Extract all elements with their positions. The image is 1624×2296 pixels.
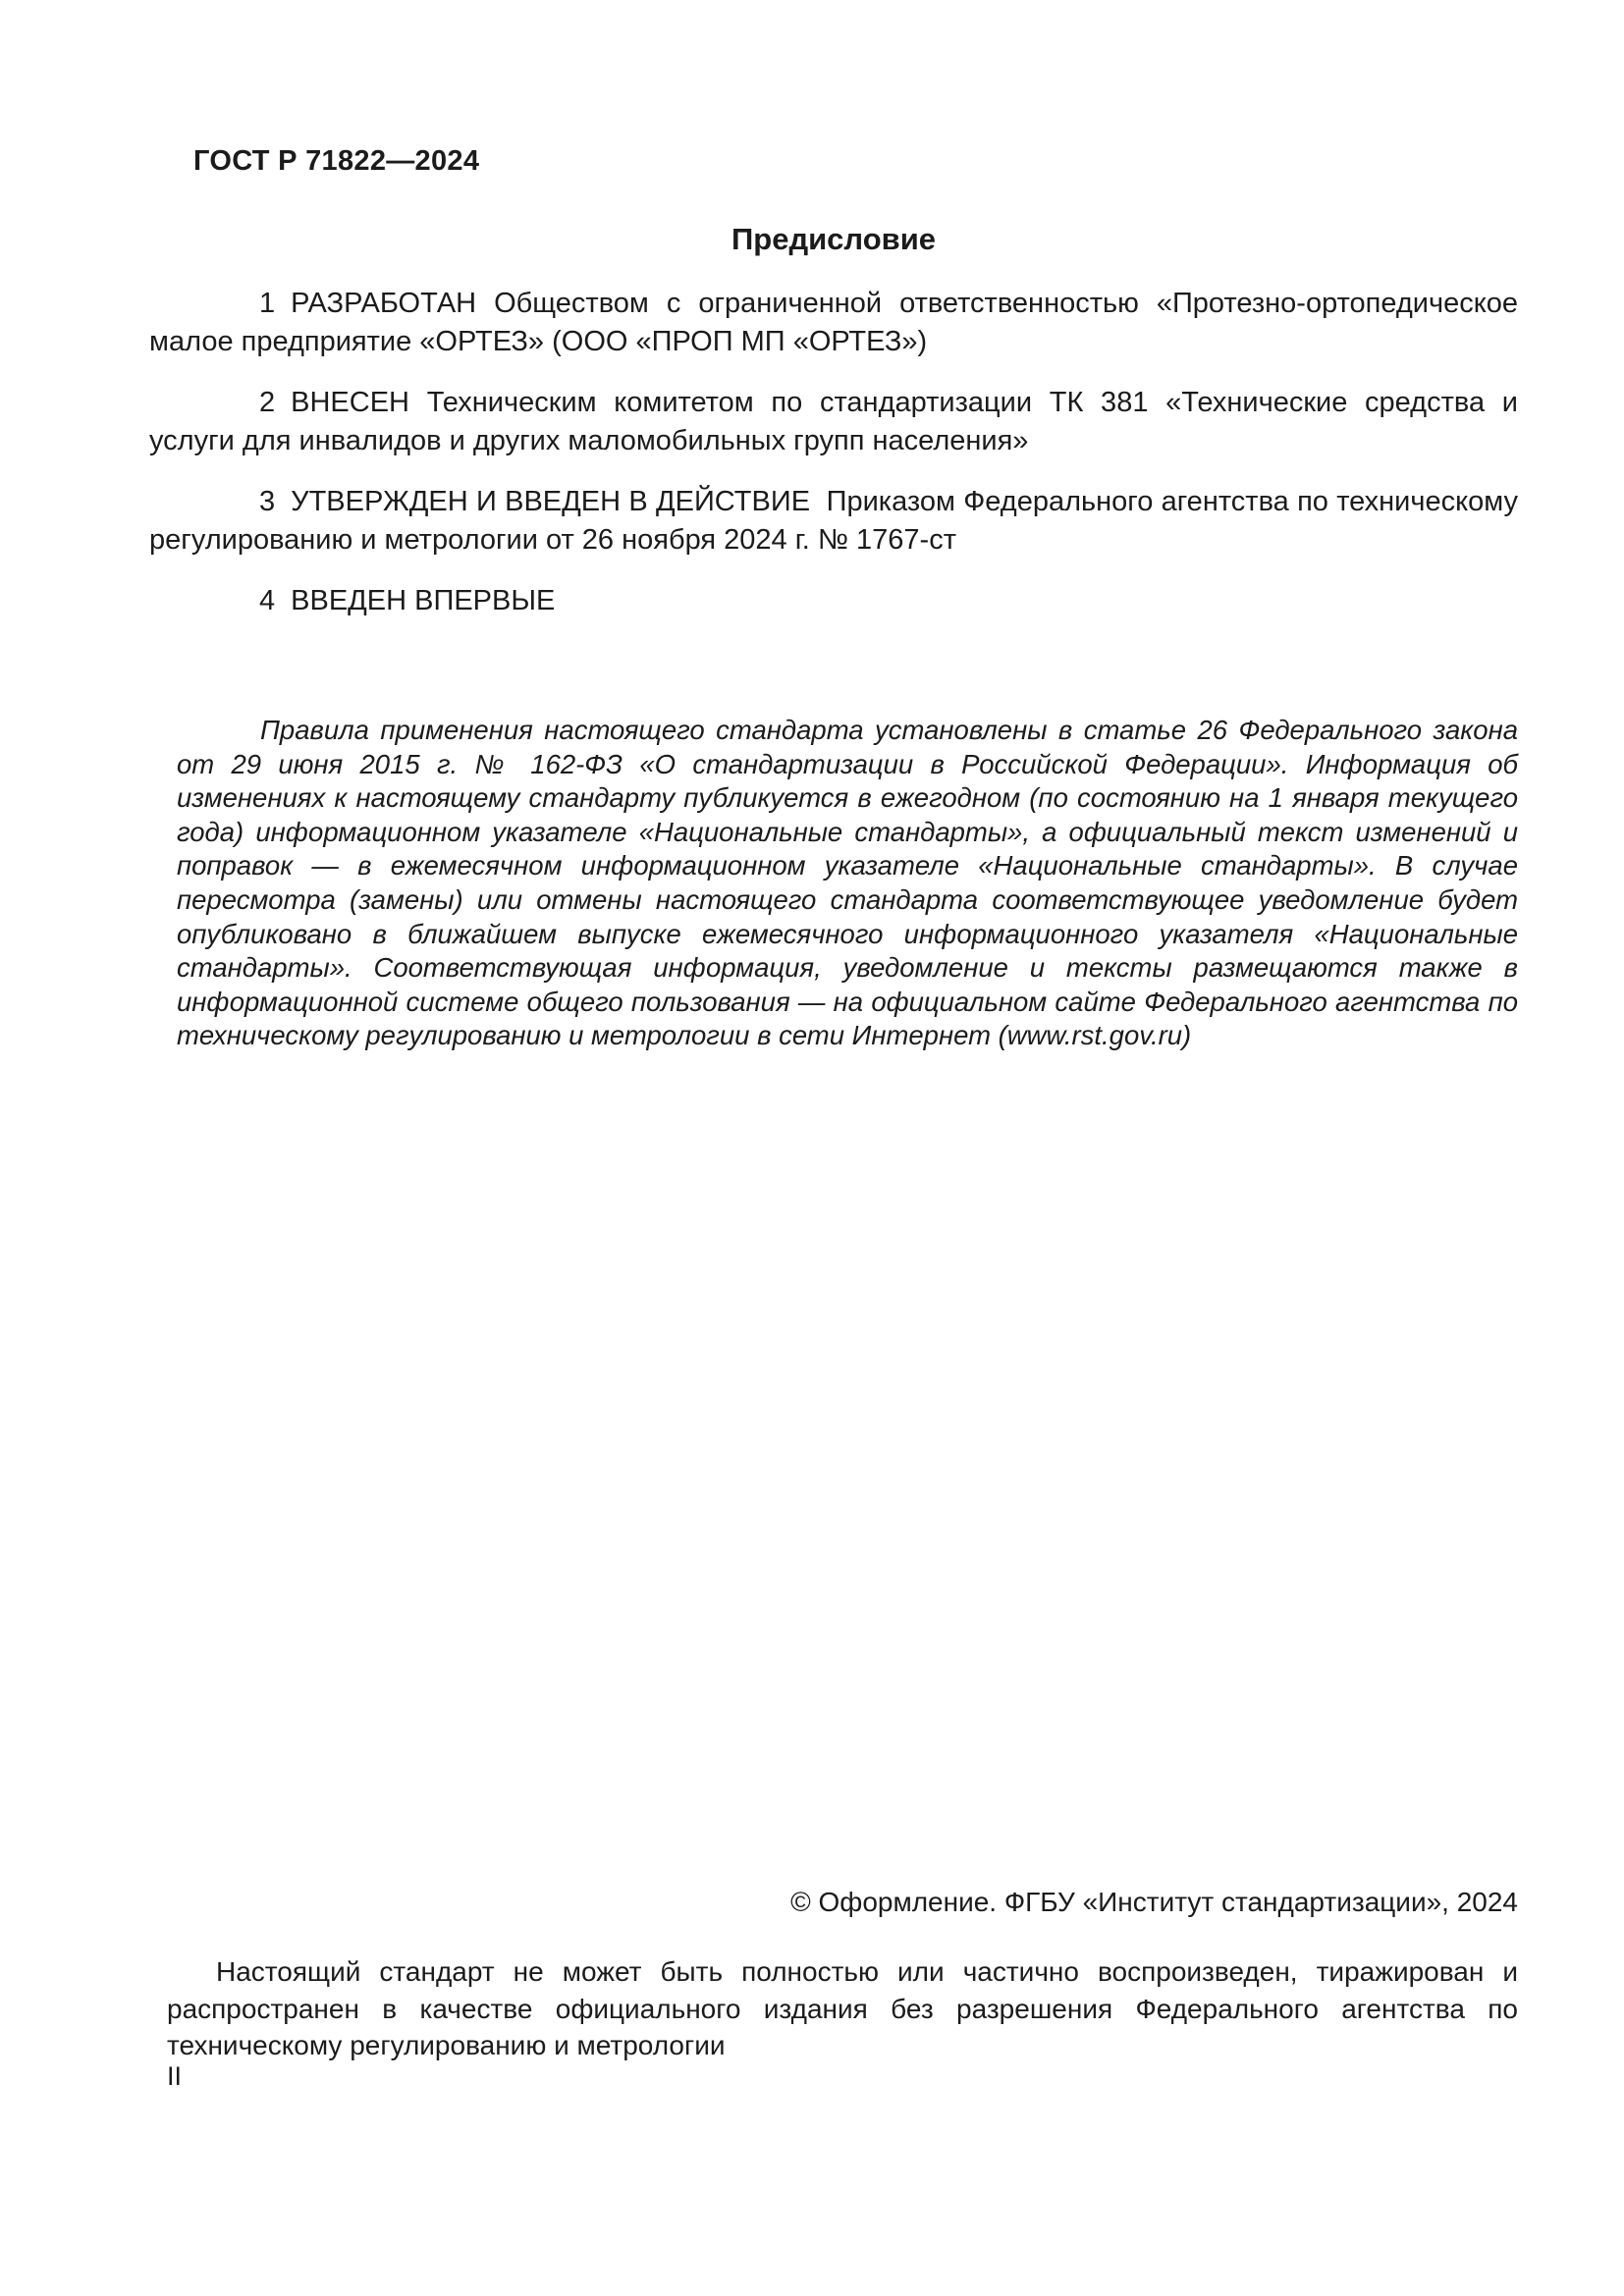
page-title: Предисловие xyxy=(731,222,936,256)
foreword-item-1 xyxy=(149,285,1518,361)
copyright-line: © Оформление. ФГБУ «Институт стандартизации», 2024 xyxy=(790,1887,1518,1917)
foreword-section xyxy=(149,285,1518,643)
foreword-item-3 xyxy=(149,483,1518,560)
foreword-item-text: РАЗРАБОТАН Обществом с ограниченной ответственностью «Протезно-ортопедическое малое предприятие «ОРТЕЗ» (ООО «ПРОП МП «ОРТЕЗ») xyxy=(149,288,1518,357)
foreword-item-number: 4 xyxy=(259,585,276,616)
page-number: II xyxy=(167,2061,183,2091)
foreword-item-number: 2 xyxy=(259,387,276,418)
foreword-item-number: 3 xyxy=(259,486,276,517)
standard-code-header: ГОСТ Р 71822—2024 xyxy=(193,145,480,177)
foreword-item-text: ВВЕДЕН ВПЕРВЫЕ xyxy=(291,585,556,616)
foreword-item-4 xyxy=(149,582,1518,620)
foreword-item-text: УТВЕРЖДЕН И ВВЕДЕН В ДЕЙСТВИЕ Приказом Федерального агентства по техническому регулированию и метрологии от 26 ноября 2024 г. № 1767-ст xyxy=(149,486,1518,556)
reproduction-restriction-notice: Настоящий стандарт не может быть полностью или частично воспроизведен, тиражирован и распространен в качестве официального издания без разрешения Федерального агентства по техническому регулированию и метрологии xyxy=(167,1956,1518,2060)
foreword-item-number: 1 xyxy=(259,288,276,319)
foreword-item-2 xyxy=(149,384,1518,460)
application-rules-notice: Правила применения настоящего стандарта установлены в статье 26 Федерального закона от 29 июня 2015 г. № 162-ФЗ «О стандартизации в Российской Федерации». Информация об изменениях к настоящему стандарту публикуется в ежегодном (по состоянию на 1 января текущего года) информационном указателе «Национальные стандарты», а официальный текст изменений и поправок — в ежемесячном информационном указателе «Национальные стандарты». В случае пересмотра (замены) или отмены настоящего стандарта соответствующее уведомление будет опубликовано в ближайшем выпуске ежемесячного информационного указателя «Национальные стандарты». Соответствующая информация, уведомление и тексты размещаются также в информационной системе общего пользования — на официальном сайте Федерального агентства по техническому регулированию и метрологии в сети Интернет (www.rst.gov.ru) xyxy=(177,715,1518,1051)
foreword-item-text: ВНЕСЕН Техническим комитетом по стандартизации ТК 381 «Технические средства и услуги для инвалидов и других маломобильных групп населения» xyxy=(149,387,1518,456)
